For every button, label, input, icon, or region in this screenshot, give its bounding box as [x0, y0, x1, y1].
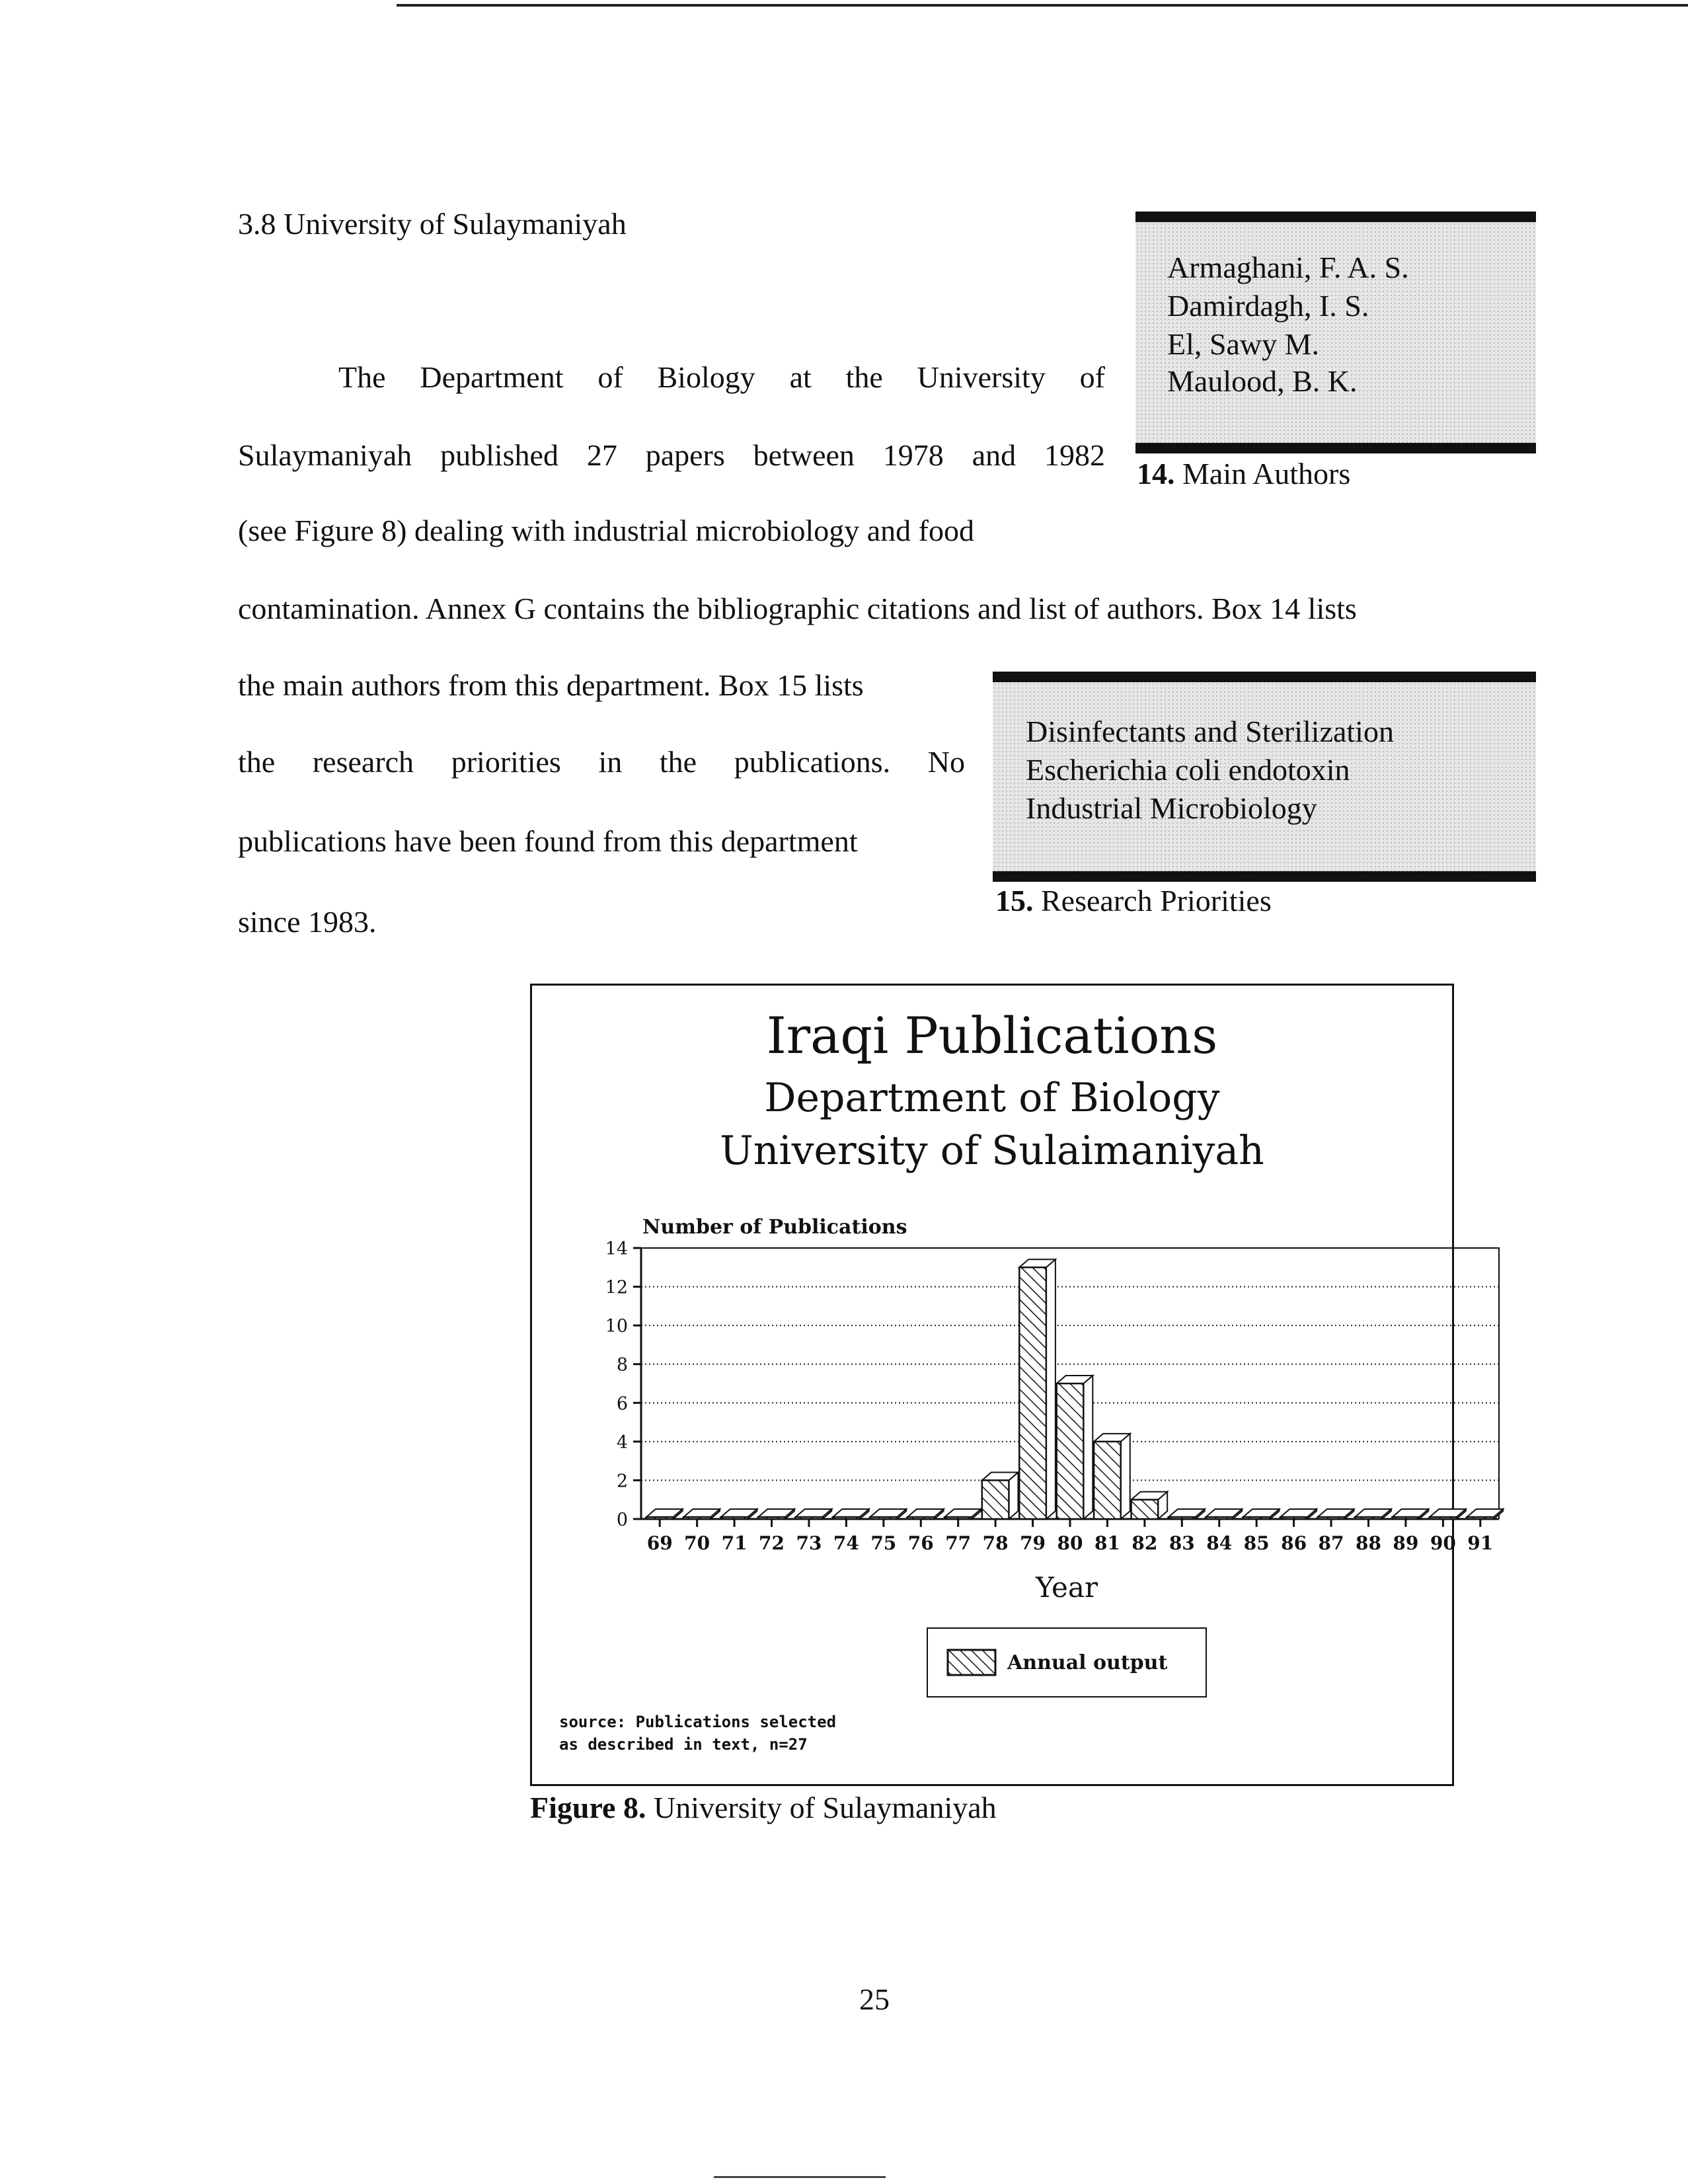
bar [758, 1517, 785, 1519]
source-line: as described in text, n=27 [559, 1735, 808, 1754]
bar [1243, 1517, 1270, 1519]
box15-item: Disinfectants and Sterilization [1026, 715, 1394, 748]
box14-item: Maulood, B. K. [1167, 364, 1358, 398]
y-tick-label: 8 [616, 1354, 628, 1376]
bar [1206, 1517, 1233, 1519]
bar [1094, 1442, 1121, 1519]
bar [907, 1517, 935, 1519]
legend-swatch [946, 1649, 997, 1676]
chart-subtitle-line-1: Department of Biology [764, 1075, 1220, 1121]
y-tick-label: 14 [605, 1239, 628, 1259]
figure-caption-text: University of Sulaymaniyah [653, 1791, 997, 1824]
y-tick-label: 12 [605, 1277, 628, 1298]
paragraph-line-1: The Department of Biology at the University of [338, 360, 1105, 394]
box15-item: Industrial Microbiology [1026, 791, 1317, 825]
chart-subtitle-line-2: University of Sulaimaniyah [720, 1128, 1264, 1174]
bar [1430, 1517, 1457, 1519]
x-tick-label: 88 [1355, 1532, 1381, 1554]
x-tick-label: 69 [646, 1532, 673, 1554]
y-axis-label: Number of Publications [642, 1216, 907, 1239]
x-tick-label: 77 [945, 1532, 972, 1554]
box15-caption-number: 15. [995, 884, 1034, 917]
y-tick-label: 10 [605, 1316, 628, 1337]
bar [646, 1517, 673, 1519]
x-tick-label: 91 [1467, 1532, 1494, 1554]
x-tick-label: 90 [1430, 1532, 1456, 1554]
x-tick-label: 76 [907, 1532, 934, 1554]
x-tick-label: 80 [1057, 1532, 1083, 1554]
x-tick-label: 71 [721, 1532, 748, 1554]
bar-side [1083, 1376, 1093, 1519]
paragraph-line-3: (see Figure 8) dealing with industrial microbiology and food [238, 514, 974, 547]
bar [982, 1480, 1009, 1519]
bar [1169, 1517, 1196, 1519]
x-tick-label: 83 [1169, 1532, 1195, 1554]
source-note [559, 1711, 836, 1756]
bar [1355, 1517, 1382, 1519]
bar [683, 1517, 710, 1519]
bar-side [1121, 1434, 1130, 1519]
bar [1318, 1517, 1345, 1519]
figure-caption-number: Figure 8. [530, 1791, 646, 1824]
y-tick-label: 6 [616, 1393, 628, 1415]
x-tick-label: 75 [870, 1532, 897, 1554]
box14-item: Damirdagh, I. S. [1167, 289, 1369, 323]
x-tick-label: 81 [1094, 1532, 1120, 1554]
x-tick-label: 87 [1318, 1532, 1344, 1554]
x-tick-label: 89 [1393, 1532, 1419, 1554]
paragraph-line-2: Sulaymaniyah published 27 papers between 1978 and 1982 [238, 438, 1105, 472]
scan-bottom-rule [714, 2176, 886, 2178]
x-tick-label: 74 [833, 1532, 859, 1554]
source-line: source: Publications selected [559, 1713, 837, 1731]
box15-item: Escherichia coli endotoxin [1026, 753, 1350, 787]
bar [833, 1517, 860, 1519]
bar-side [1046, 1259, 1055, 1519]
box15-caption-text: Research Priorities [1041, 884, 1272, 917]
section-heading: 3.8 University of Sulaymaniyah [238, 207, 627, 241]
x-tick-label: 73 [796, 1532, 822, 1554]
bar [796, 1517, 823, 1519]
x-tick-label: 78 [982, 1532, 1009, 1554]
bar [1019, 1267, 1046, 1519]
x-tick-label: 85 [1243, 1532, 1270, 1554]
bar [721, 1517, 748, 1519]
bar [1393, 1517, 1420, 1519]
x-tick-label: 82 [1132, 1532, 1158, 1554]
box14-caption-number: 14. [1137, 457, 1175, 490]
bar [1057, 1384, 1084, 1519]
bar [1280, 1517, 1307, 1519]
paragraph-line-8: since 1983. [238, 905, 377, 939]
x-tick-label: 79 [1020, 1532, 1046, 1554]
paragraph-line-6: the research priorities in the publications. No [238, 745, 965, 779]
x-tick-label: 84 [1206, 1532, 1233, 1554]
chart-title: Iraqi Publications [766, 1006, 1218, 1065]
box14-item: Armaghani, F. A. S. [1167, 251, 1409, 284]
y-tick-label: 0 [616, 1510, 628, 1530]
paragraph-line-4: contamination. Annex G contains the bibliographic citations and list of authors. Box 14 lists [238, 592, 1357, 625]
box14-item: El, Sawy M. [1167, 327, 1319, 361]
x-axis-label: Year [1035, 1571, 1098, 1604]
bar [1132, 1500, 1159, 1519]
y-tick-label: 2 [616, 1471, 628, 1492]
x-tick-label: 86 [1281, 1532, 1307, 1554]
x-tick-label: 72 [759, 1532, 785, 1554]
paragraph-line-7: publications have been found from this department [238, 824, 858, 858]
bar [944, 1517, 972, 1519]
legend-label: Annual output [1007, 1651, 1168, 1674]
bar [1467, 1517, 1494, 1519]
bar [870, 1517, 898, 1519]
paragraph-line-5: the main authors from this department. Box 15 lists [238, 668, 864, 702]
x-tick-label: 70 [684, 1532, 710, 1554]
figure-caption [530, 1790, 997, 1825]
y-tick-label: 4 [616, 1432, 628, 1453]
page-number: 25 [859, 1982, 890, 2016]
box14-caption-text: Main Authors [1182, 457, 1351, 490]
